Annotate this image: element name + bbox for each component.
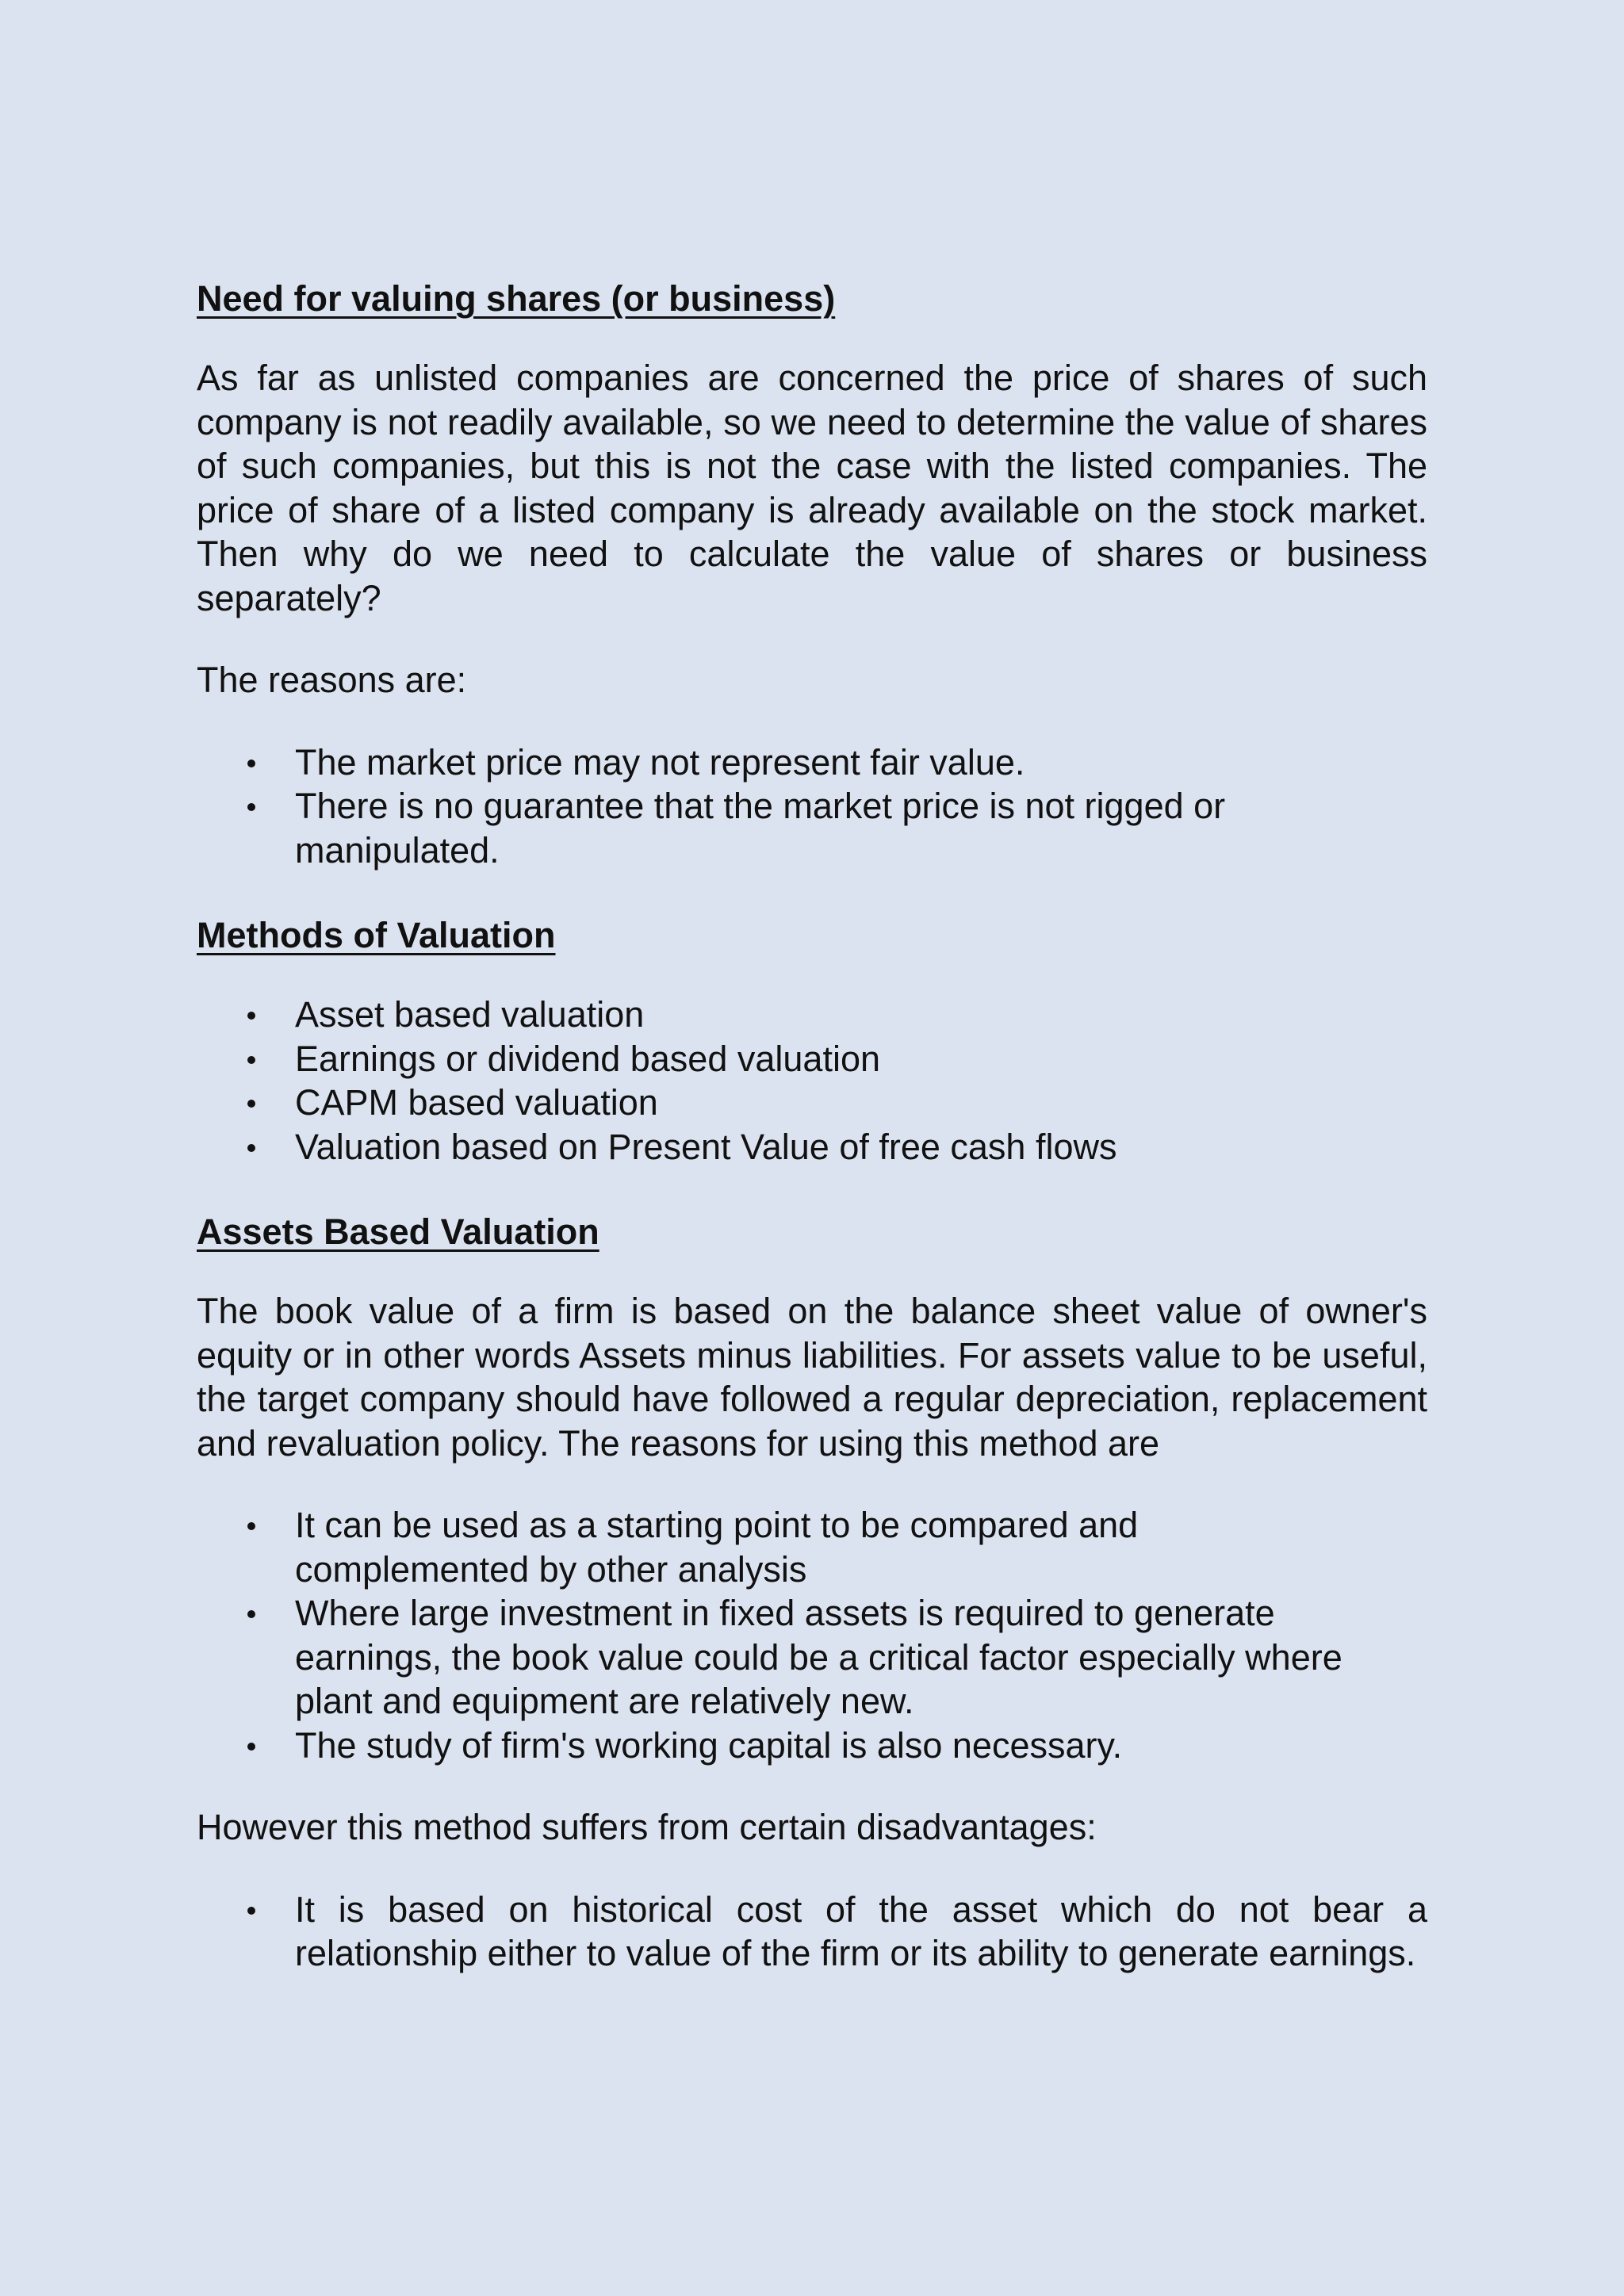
disadvantages-list (197, 1888, 1427, 1976)
list-item-text: There is no guarantee that the market price is not rigged or manipulated. (295, 786, 1226, 871)
document-body (197, 274, 1427, 2014)
bullet-icon (247, 1012, 255, 1020)
list-item-text: Earnings or dividend based valuation (295, 1038, 880, 1079)
reasons-intro: The reasons are: (197, 660, 467, 700)
bullet-icon (247, 1056, 255, 1064)
list-item (197, 1888, 1427, 1976)
bullet-icon (247, 1610, 255, 1618)
paragraph-unlisted-companies: As far as unlisted companies are concerned the price of shares of such company is not readily available, so we need to determine the value of shares of such companies, but this is not the case with the listed companies. The price of share of a listed company is already available on the stock market. Then why do we need to calculate the value of shares or business separately? (197, 358, 1427, 618)
bullet-icon (247, 1100, 255, 1108)
list-item (197, 993, 1427, 1037)
disadvantages-intro: However this method suffers from certain disadvantages: (197, 1807, 1097, 1847)
asset-method-reasons-list (197, 1503, 1427, 1767)
list-item (197, 784, 1405, 872)
list-item (197, 1503, 1326, 1591)
list-item-text: Asset based valuation (295, 994, 645, 1035)
list-item-text: The study of firm's working capital is also necessary. (295, 1724, 1123, 1766)
heading-methods-of-valuation: Methods of Valuation (197, 915, 556, 955)
methods-list (197, 993, 1427, 1169)
reasons-list (197, 740, 1427, 873)
bullet-icon (247, 760, 255, 767)
bullet-icon (247, 1907, 255, 1915)
list-item-text: Where large investment in fixed assets is required to generate earnings, the book value could be a critical factor especially where plant and equipment are relatively new. (295, 1593, 1342, 1721)
bullet-icon (247, 1144, 255, 1152)
list-item (197, 740, 1427, 785)
list-item-text: Valuation based on Present Value of free cash flows (295, 1126, 1117, 1167)
heading-need-for-valuing-shares: Need for valuing shares (or business) (197, 278, 836, 319)
paragraph-book-value: The book value of a firm is based on the balance sheet value of owner's equity or in other words Assets minus liabilities. For assets value to be useful, the target company should have followed a regular depreciation, replacement and revaluation policy. The reasons for using this method are (197, 1291, 1427, 1464)
bullet-icon (247, 803, 255, 811)
list-item-text: The market price may not represent fair value. (295, 741, 1025, 783)
bullet-icon (247, 1743, 255, 1751)
heading-assets-based-valuation: Assets Based Valuation (197, 1211, 599, 1252)
list-item-text: It is based on historical cost of the asset which do not bear a relationship either to value of the firm or its ability to generate earnings. (295, 1888, 1427, 1973)
list-item (197, 1037, 1427, 1081)
list-item (197, 1591, 1427, 1724)
list-item-text: CAPM based valuation (295, 1082, 658, 1123)
list-item (197, 1081, 1427, 1125)
list-item-text: It can be used as a starting point to be compared and complemented by other analysis (295, 1505, 1139, 1590)
list-item (197, 1125, 1427, 1169)
bullet-icon (247, 1522, 255, 1530)
list-item (197, 1724, 1427, 1768)
